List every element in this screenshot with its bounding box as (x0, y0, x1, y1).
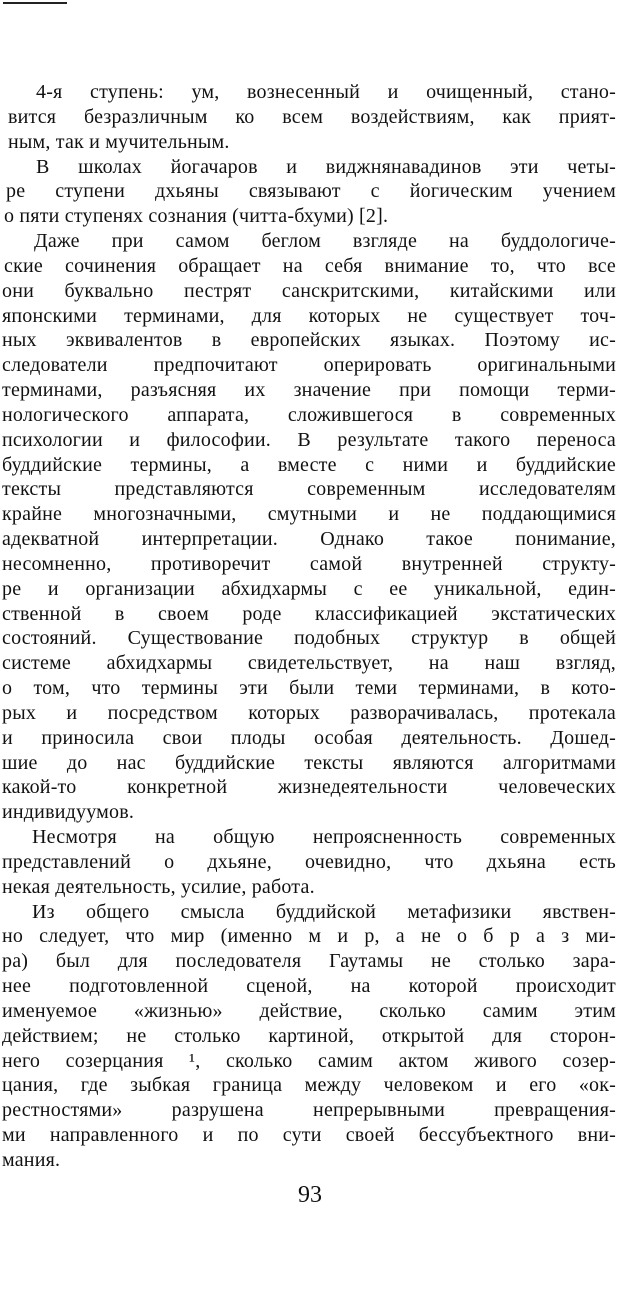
text-line: какой-то конкретной жизнедеятельности человеческих (2, 776, 616, 798)
text-line: ственной в своем роде классификацией экстатических (2, 603, 616, 625)
text-line: Даже при самом беглом взгляде на буддологиче- (34, 230, 616, 252)
text-line: состояний. Существование подобных структур в общей (2, 627, 616, 649)
text-line: 4-я ступень: ум, вознесенный и очищенный, стано- (36, 81, 616, 103)
text-line: крайне многозначными, смутными и не поддающимися (2, 503, 616, 525)
text-line: они буквально пестрят санскритскими, китайскими или (2, 280, 616, 302)
text-line: психологии и философии. В результате такого переноса (2, 429, 616, 451)
page-number: 93 (298, 1182, 322, 1208)
text-line: вится безразличным ко всем воздействиям, как прият- (8, 106, 616, 128)
text-line: индивидуумов. (2, 801, 135, 823)
text-line: действием; не столько картиной, открытой для сторон- (2, 1025, 616, 1047)
text-line: следователи предпочитают оперировать оригинальными (2, 354, 616, 376)
text-line: рых и посредством которых разворачивалась, протекала (2, 702, 616, 724)
text-line: мания. (2, 1149, 61, 1171)
text-line: ре ступени дхьяны связывают с йогическим учением (6, 180, 616, 202)
text-line: японскими терминами, для которых не существует точ- (2, 305, 616, 327)
text-line: буддийские термины, а вместе с ними и буддийские (2, 454, 616, 476)
text-line: о том, что термины эти были теми терминами, в кото- (2, 677, 616, 699)
text-line: ра) был для последователя Гаутамы не столько зара- (2, 950, 616, 972)
text-line: рестностями» разрушена непрерывными превращения- (2, 1099, 616, 1121)
text-line: нее подготовленной сценой, на которой происходит (2, 975, 616, 997)
text-line: тексты представляются современным исследователям (2, 478, 616, 500)
text-line: некая деятельность, усилие, работа. (2, 876, 315, 898)
text-line: Несмотря на общую непроясненность современных (32, 826, 616, 848)
text-line: ми направленного и по сути своей бессубъектного вни- (2, 1124, 616, 1146)
text-line: ным, так и мучительным. (8, 131, 230, 153)
text-line: но следует, что мир (именно м и р, а не о б р а з ми- (2, 925, 616, 947)
text-line: о пяти ступенях сознания (читта-бхуми) [2]. (4, 205, 389, 227)
text-line: адекватной интерпретации. Однако такое понимание, (2, 528, 616, 550)
text-line: него созерцания ¹, сколько самим актом живого созер- (2, 1050, 616, 1072)
text-line: В школах йогачаров и виджнянавадинов эти четы- (36, 156, 616, 178)
text-line: шие до нас буддийские тексты являются алгоритмами (2, 752, 616, 774)
text-line: ские сочинения обращает на себя внимание то, что все (4, 255, 616, 277)
text-line: системе абхидхармы свидетельствует, на наш взгляд, (2, 652, 616, 674)
text-line: терминами, разъясняя их значение при помощи терми- (2, 379, 616, 401)
text-line: несомненно, противоречит самой внутренней структу- (2, 553, 616, 575)
text-line: Из общего смысла буддийской метафизики явствен- (32, 901, 616, 923)
text-line: и приносила свои плоды особая деятельность. Дошед- (2, 727, 616, 749)
text-line: цания, где зыбкая граница между человеком и его «ок- (2, 1074, 616, 1096)
text-line: нологического аппарата, сложившегося в современных (2, 404, 616, 426)
text-line: именуемое «жизнью» действие, сколько самим этим (2, 1000, 616, 1022)
text-line: представлений о дхьяне, очевидно, что дхьяна есть (2, 851, 616, 873)
text-line: ных эквивалентов в европейских языках. Поэтому ис- (2, 329, 616, 351)
text-line: ре и организации абхидхармы с ее уникальной, един- (2, 578, 616, 600)
